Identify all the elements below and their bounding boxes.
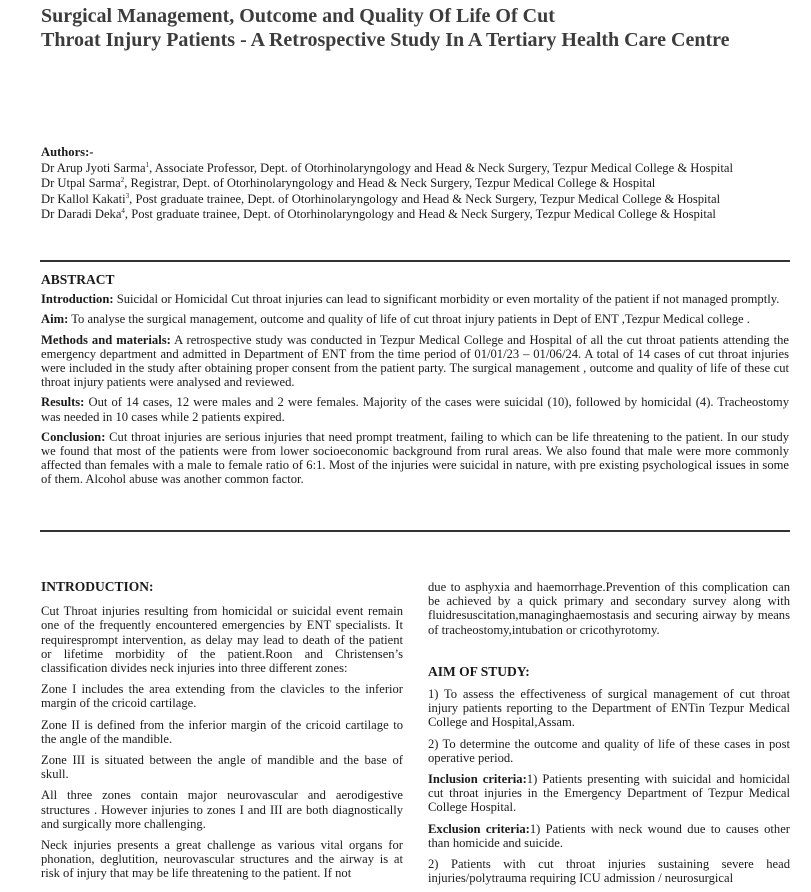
abstract-heading: ABSTRACT [41, 272, 115, 287]
introduction-column [41, 580, 403, 888]
methods-text: A retrospective study was conducted in Tezpur Medical College and Hospital of all the cut throat patients attending the emergency department and admitted in Department of ENT from the time period of 01/01/23 – 01/06/24. A total of 14 cases of cut throat injuries were included in the study after obtaining proper consent from the patient party. The surgical management , outcome and quality of life of these cut throat injury patients were analysed and reviewed. [41, 332, 789, 390]
exclusion-label: Exclusion criteria: [428, 821, 530, 836]
divider-top [40, 260, 790, 262]
author-line [41, 207, 801, 223]
author-name: Dr Utpal Sarma [41, 176, 121, 190]
aim-item: 1) To assess the effectiveness of surgical management of cut throat injury patients reporting to the Department of ENTin Tezpur Medical College and Hospital,Assam. [428, 687, 790, 730]
aim-text: To analyse the surgical management, outcome and quality of life of cut throat injury patients in Dept of ENT ,Tezpur Medical college . [68, 312, 750, 327]
intro-paragraph: Zone I includes the area extending from the clavicles to the inferior margin of the cricoid cartilage. [41, 682, 403, 711]
aim-item: 2) To determine the outcome and quality of life of these cases in post operative period. [428, 736, 790, 765]
divider-bottom [40, 530, 790, 532]
author-name: Dr Kallol Kakati [41, 191, 126, 206]
intro-paragraph: Neck injuries presents a great challenge as various vital organs for phonation, deglutition, neurovascular structures and the airway is at risk of injury that may be life threatening to the patient. If not [41, 838, 403, 881]
intro-paragraph: All three zones contain major neurovascular and aerodigestive structures . However injuries to zones I and III are both diagnostically and surgically more challenging. [41, 788, 403, 831]
exclusion-criteria [428, 822, 790, 850]
aim-label: Aim: [41, 312, 69, 327]
abstract-methods [41, 333, 789, 390]
results-label: Results: [41, 395, 85, 410]
intro-paragraph: Zone II is defined from the inferior margin of the cricoid cartilage to the angle of the mandible. [41, 717, 403, 746]
abstract-conclusion [41, 430, 789, 487]
author-affiliation: , Post graduate trainee, Dept. of Otorhinolaryngology and Head & Neck Surgery, Tezpur Medical College & Hospital [129, 191, 721, 206]
exclusion-text: 1) Patients with neck wound due to causes other than homicide and suicide. [428, 821, 790, 850]
author-sup: 3 [125, 191, 130, 200]
author-sup: 2 [120, 175, 125, 184]
intro-paragraph: Cut Throat injuries resulting from homicidal or suicidal event remain one of the frequently encountered emergencies by ENT specialists. It requiresprompt intervention, as delay may lead to death of the patient or lifetime morbidity of the patient.Roon and Christensen’s classification divides neck injuries into three different zones: [41, 604, 403, 676]
author-name: Dr Daradi Deka [41, 207, 122, 221]
introduction-heading: INTRODUCTION: [41, 579, 154, 594]
author-line [41, 176, 801, 192]
methods-label: Methods and materials: [41, 332, 171, 347]
aim-of-study-heading: AIM OF STUDY: [428, 663, 530, 679]
authors-block [41, 145, 801, 223]
exclusion-item-2: 2) Patients with cut throat injuries sustaining severe head injuries/polytrauma requiring ICU admission / neurosurgical [428, 857, 790, 886]
abstract-aim [41, 312, 789, 326]
abstract-results [41, 395, 789, 423]
right-column [428, 580, 790, 892]
title-line-1: Surgical Management, Outcome and Quality Of Life Of Cut [41, 5, 555, 27]
paper-title [41, 4, 801, 52]
introduction-label: Introduction: [41, 292, 114, 307]
intro-paragraph: Zone III is situated between the angle of mandible and the base of skull. [41, 753, 403, 782]
results-text: Out of 14 cases, 12 were males and 2 were females. Majority of the cases were suicidal (10), followed by homicidal (4). Tracheostomy was needed in 10 cases while 2 patients expired. [41, 395, 789, 424]
inclusion-text: 1) Patients presenting with suicidal and homicidal cut throat injuries in the Emergency Department of Tezpur Medical College Hospital. [428, 772, 791, 815]
author-line [41, 192, 801, 208]
conclusion-label: Conclusion: [41, 429, 106, 444]
title-line-2: Throat Injury Patients - A Retrospective Study In A Tertiary Health Care Centre [41, 29, 730, 51]
conclusion-text: Cut throat injuries are serious injuries that need prompt treatment, failing to which can be life threatening to the patient. In our study we found that most of the patients were from lower socioeconomic background from rural areas. We also found that male were more commonly affected than females with a male to female ratio of 6:1. Most of the injuries were suicidal in nature, with pre existing psychological issues in some of them. Alcohol abuse was another common factor. [41, 429, 789, 487]
authors-heading: Authors:- [41, 145, 94, 159]
author-affiliation: , Post graduate trainee, Dept. of Otorhinolaryngology and Head & Neck Surgery, Tezpur Medical College & Hospital [124, 207, 716, 221]
author-name: Dr Arup Jyoti Sarma [41, 160, 146, 175]
inclusion-criteria [428, 772, 790, 815]
abstract-section [41, 273, 789, 493]
introduction-text: Suicidal or Homicidal Cut throat injuries can lead to significant morbidity or even mortality of the patient if not managed promptly. [113, 292, 780, 307]
inclusion-label: Inclusion criteria: [428, 772, 527, 787]
continuation-paragraph: due to asphyxia and haemorrhage.Prevention of this complication can be achieved by a quick primary and secondary survey along with fluidresuscitation,managinghaemostasis and securing airway by means of tracheostomy,intubation or cricothyrotomy. [428, 580, 790, 637]
author-affiliation: , Associate Professor, Dept. of Otorhinolaryngology and Head & Neck Surgery, Tezpur Medical College & Hospital [149, 160, 733, 175]
abstract-introduction [41, 292, 789, 306]
author-affiliation: , Registrar, Dept. of Otorhinolaryngology and Head & Neck Surgery, Tezpur Medical College & Hospital [124, 176, 656, 190]
author-sup: 4 [121, 206, 125, 215]
author-sup: 1 [145, 160, 150, 169]
author-line [41, 161, 801, 177]
